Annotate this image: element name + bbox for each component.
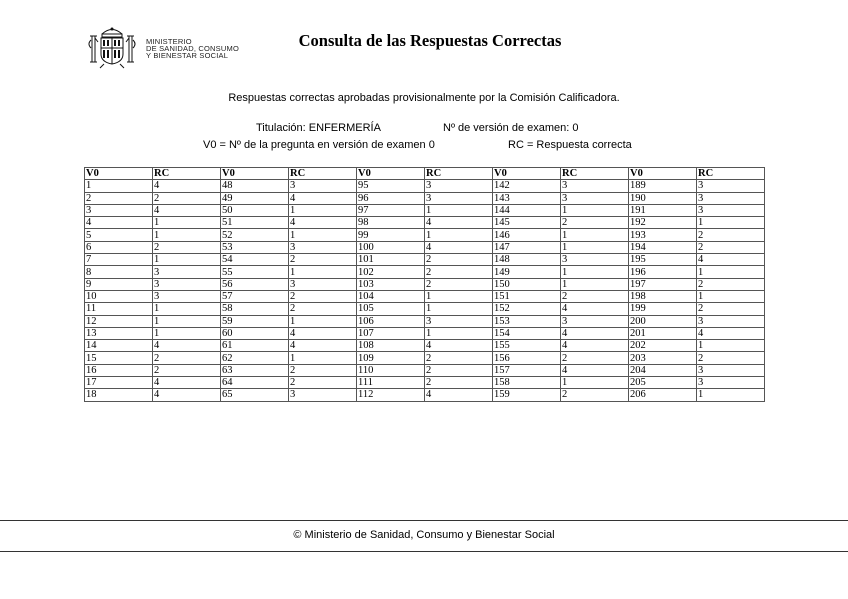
- table-cell: 1: [697, 217, 765, 229]
- table-cell: 97: [357, 204, 425, 216]
- table-cell: 159: [493, 389, 561, 401]
- table-cell: 4: [561, 364, 629, 376]
- table-cell: 197: [629, 278, 697, 290]
- table-cell: 200: [629, 315, 697, 327]
- table-cell: 2: [289, 303, 357, 315]
- table-row: [85, 327, 765, 339]
- table-body: [85, 180, 765, 401]
- table-cell: 9: [85, 278, 153, 290]
- table-cell: 1: [561, 278, 629, 290]
- column-header: V0: [357, 168, 425, 180]
- table-cell: 62: [221, 352, 289, 364]
- table-cell: 1: [85, 180, 153, 192]
- table-cell: 2: [561, 290, 629, 302]
- table-row: [85, 340, 765, 352]
- ministry-logo: [86, 26, 256, 70]
- table-cell: 4: [561, 340, 629, 352]
- table-cell: 1: [561, 241, 629, 253]
- table-cell: 2: [697, 278, 765, 290]
- table-cell: 2: [697, 229, 765, 241]
- table-cell: 1: [153, 327, 221, 339]
- table-cell: 2: [85, 192, 153, 204]
- table-cell: 195: [629, 254, 697, 266]
- table-cell: 15: [85, 352, 153, 364]
- table-cell: 3: [289, 278, 357, 290]
- table-cell: 49: [221, 192, 289, 204]
- table-cell: 3: [85, 204, 153, 216]
- table-cell: 1: [425, 303, 493, 315]
- table-cell: 2: [425, 377, 493, 389]
- table-row: [85, 303, 765, 315]
- table-cell: 107: [357, 327, 425, 339]
- table-cell: 3: [425, 315, 493, 327]
- table-cell: 11: [85, 303, 153, 315]
- table-row: [85, 241, 765, 253]
- titulacion-label: Titulación: ENFERMERÍA: [256, 122, 381, 134]
- table-cell: 202: [629, 340, 697, 352]
- column-header: V0: [629, 168, 697, 180]
- table-cell: 4: [697, 254, 765, 266]
- table-cell: 103: [357, 278, 425, 290]
- table-cell: 61: [221, 340, 289, 352]
- table-cell: 1: [425, 204, 493, 216]
- table-cell: 58: [221, 303, 289, 315]
- table-cell: 108: [357, 340, 425, 352]
- table-cell: 199: [629, 303, 697, 315]
- table-cell: 154: [493, 327, 561, 339]
- table-cell: 153: [493, 315, 561, 327]
- table-row: [85, 315, 765, 327]
- table-cell: 59: [221, 315, 289, 327]
- table-cell: 1: [153, 303, 221, 315]
- table-cell: 2: [425, 352, 493, 364]
- table-cell: 104: [357, 290, 425, 302]
- table-cell: 2: [153, 364, 221, 376]
- table-cell: 4: [153, 377, 221, 389]
- table-cell: 1: [561, 204, 629, 216]
- table-cell: 2: [561, 389, 629, 401]
- table-cell: 4: [425, 217, 493, 229]
- table-cell: 1: [697, 266, 765, 278]
- table-cell: 48: [221, 180, 289, 192]
- table-cell: 1: [289, 315, 357, 327]
- column-header: RC: [153, 168, 221, 180]
- table-cell: 1: [425, 229, 493, 241]
- table-cell: 10: [85, 290, 153, 302]
- table-cell: 1: [153, 315, 221, 327]
- table-cell: 148: [493, 254, 561, 266]
- table-cell: 1: [289, 352, 357, 364]
- table-cell: 4: [153, 389, 221, 401]
- table-cell: 111: [357, 377, 425, 389]
- table-cell: 1: [561, 229, 629, 241]
- table-cell: 190: [629, 192, 697, 204]
- table-cell: 3: [697, 377, 765, 389]
- table-cell: 3: [425, 192, 493, 204]
- ministry-line-3: Y BIENESTAR SOCIAL: [146, 51, 229, 60]
- table-cell: 156: [493, 352, 561, 364]
- table-cell: 206: [629, 389, 697, 401]
- table-cell: 4: [289, 327, 357, 339]
- table-row: [85, 377, 765, 389]
- table-cell: 1: [425, 290, 493, 302]
- table-cell: 98: [357, 217, 425, 229]
- table-cell: 8: [85, 266, 153, 278]
- table-cell: 54: [221, 254, 289, 266]
- table-cell: 151: [493, 290, 561, 302]
- table-cell: 2: [697, 352, 765, 364]
- v0-legend: V0 = Nº de la pregunta en versión de examen 0: [203, 139, 435, 151]
- table-cell: 1: [289, 229, 357, 241]
- table-cell: 99: [357, 229, 425, 241]
- table-cell: 4: [425, 389, 493, 401]
- table-cell: 53: [221, 241, 289, 253]
- table-cell: 194: [629, 241, 697, 253]
- table-cell: 3: [153, 266, 221, 278]
- table-row: [85, 180, 765, 192]
- table-cell: 193: [629, 229, 697, 241]
- table-cell: 56: [221, 278, 289, 290]
- table-cell: 142: [493, 180, 561, 192]
- table-cell: 3: [289, 389, 357, 401]
- table-cell: 198: [629, 290, 697, 302]
- table-cell: 12: [85, 315, 153, 327]
- table-row: [85, 352, 765, 364]
- table-cell: 50: [221, 204, 289, 216]
- table-cell: 96: [357, 192, 425, 204]
- table-cell: 109: [357, 352, 425, 364]
- table-cell: 1: [425, 327, 493, 339]
- table-cell: 144: [493, 204, 561, 216]
- table-cell: 2: [289, 364, 357, 376]
- table-cell: 2: [289, 254, 357, 266]
- table-cell: 3: [697, 180, 765, 192]
- table-cell: 18: [85, 389, 153, 401]
- table-cell: 2: [153, 192, 221, 204]
- table-cell: 64: [221, 377, 289, 389]
- table-cell: 4: [289, 192, 357, 204]
- table-cell: 6: [85, 241, 153, 253]
- table-cell: 2: [561, 352, 629, 364]
- table-row: [85, 364, 765, 376]
- table-cell: 3: [561, 192, 629, 204]
- table-cell: 192: [629, 217, 697, 229]
- column-header: V0: [85, 168, 153, 180]
- ministry-line-2: DE SANIDAD, CONSUMO: [146, 44, 239, 53]
- table-cell: 3: [697, 364, 765, 376]
- table-row: [85, 266, 765, 278]
- table-cell: 14: [85, 340, 153, 352]
- table-cell: 147: [493, 241, 561, 253]
- table-cell: 145: [493, 217, 561, 229]
- table-cell: 146: [493, 229, 561, 241]
- table-cell: 4: [561, 303, 629, 315]
- table-cell: 201: [629, 327, 697, 339]
- table-cell: 55: [221, 266, 289, 278]
- table-cell: 1: [561, 377, 629, 389]
- version-label: Nº de versión de examen: 0: [443, 122, 579, 134]
- table-cell: 102: [357, 266, 425, 278]
- table-cell: 3: [289, 241, 357, 253]
- table-cell: 157: [493, 364, 561, 376]
- intro-text: Respuestas correctas aprobadas provisionalmente por la Comisión Calificadora.: [228, 92, 620, 104]
- table-cell: 3: [697, 204, 765, 216]
- table-cell: 1: [697, 290, 765, 302]
- table-cell: 1: [153, 254, 221, 266]
- table-cell: 2: [697, 241, 765, 253]
- table-cell: 2: [289, 377, 357, 389]
- page-title: Consulta de las Respuestas Correctas: [298, 31, 562, 50]
- table-cell: 150: [493, 278, 561, 290]
- table-header-row: [85, 168, 765, 180]
- ministry-name: [146, 38, 239, 59]
- table-cell: 203: [629, 352, 697, 364]
- table-cell: 2: [425, 266, 493, 278]
- table-cell: 1: [561, 266, 629, 278]
- table-cell: 7: [85, 254, 153, 266]
- table-row: [85, 389, 765, 401]
- table-cell: 2: [697, 303, 765, 315]
- table-cell: 101: [357, 254, 425, 266]
- table-cell: 1: [697, 389, 765, 401]
- table-cell: 1: [153, 229, 221, 241]
- table-cell: 100: [357, 241, 425, 253]
- table-row: [85, 290, 765, 302]
- column-header: RC: [289, 168, 357, 180]
- table-cell: 143: [493, 192, 561, 204]
- table-cell: 63: [221, 364, 289, 376]
- table-cell: 3: [561, 315, 629, 327]
- table-cell: 3: [153, 290, 221, 302]
- table-cell: 1: [289, 204, 357, 216]
- table-cell: 4: [289, 340, 357, 352]
- column-header: V0: [221, 168, 289, 180]
- table-cell: 60: [221, 327, 289, 339]
- ministry-line-1: MINISTERIO: [146, 37, 192, 46]
- table-cell: 3: [561, 254, 629, 266]
- table-cell: 51: [221, 217, 289, 229]
- table-row: [85, 217, 765, 229]
- table-cell: 2: [425, 364, 493, 376]
- table-cell: 16: [85, 364, 153, 376]
- column-header: RC: [697, 168, 765, 180]
- table-cell: 2: [561, 217, 629, 229]
- table-cell: 4: [697, 327, 765, 339]
- table-cell: 106: [357, 315, 425, 327]
- table-cell: 158: [493, 377, 561, 389]
- table-cell: 2: [153, 241, 221, 253]
- table-cell: 3: [697, 192, 765, 204]
- footer-divider-top: [0, 520, 848, 521]
- table-row: [85, 278, 765, 290]
- table-cell: 2: [425, 254, 493, 266]
- table-cell: 112: [357, 389, 425, 401]
- table-cell: 1: [289, 266, 357, 278]
- table-cell: 4: [561, 327, 629, 339]
- table-cell: 152: [493, 303, 561, 315]
- table-cell: 3: [561, 180, 629, 192]
- table-cell: 2: [153, 352, 221, 364]
- table-cell: 4: [425, 340, 493, 352]
- table-cell: 3: [697, 315, 765, 327]
- table-cell: 3: [289, 180, 357, 192]
- answers-table: [84, 167, 765, 402]
- table-cell: 204: [629, 364, 697, 376]
- table-cell: 4: [153, 180, 221, 192]
- table-cell: 105: [357, 303, 425, 315]
- table-row: [85, 192, 765, 204]
- coat-of-arms-icon: [86, 26, 138, 70]
- table-cell: 3: [153, 278, 221, 290]
- column-header: RC: [425, 168, 493, 180]
- column-header: V0: [493, 168, 561, 180]
- table-cell: 110: [357, 364, 425, 376]
- table-cell: 4: [425, 241, 493, 253]
- table-cell: 4: [153, 340, 221, 352]
- table-cell: 17: [85, 377, 153, 389]
- table-cell: 205: [629, 377, 697, 389]
- table-cell: 52: [221, 229, 289, 241]
- table-row: [85, 204, 765, 216]
- table-cell: 2: [289, 290, 357, 302]
- rc-legend: RC = Respuesta correcta: [508, 139, 632, 151]
- table-cell: 57: [221, 290, 289, 302]
- table-cell: 5: [85, 229, 153, 241]
- table-cell: 4: [153, 204, 221, 216]
- table-row: [85, 229, 765, 241]
- table-cell: 191: [629, 204, 697, 216]
- table-cell: 4: [85, 217, 153, 229]
- table-cell: 196: [629, 266, 697, 278]
- table-cell: 155: [493, 340, 561, 352]
- table-cell: 95: [357, 180, 425, 192]
- table-cell: 13: [85, 327, 153, 339]
- table-cell: 149: [493, 266, 561, 278]
- column-header: RC: [561, 168, 629, 180]
- footer-divider-bottom: [0, 551, 848, 552]
- table-cell: 189: [629, 180, 697, 192]
- table-row: [85, 254, 765, 266]
- table-cell: 4: [289, 217, 357, 229]
- footer-copyright: © Ministerio de Sanidad, Consumo y Bienestar Social: [293, 529, 555, 541]
- table-cell: 2: [425, 278, 493, 290]
- table-cell: 65: [221, 389, 289, 401]
- table-cell: 1: [153, 217, 221, 229]
- table-cell: 1: [697, 340, 765, 352]
- table-cell: 3: [425, 180, 493, 192]
